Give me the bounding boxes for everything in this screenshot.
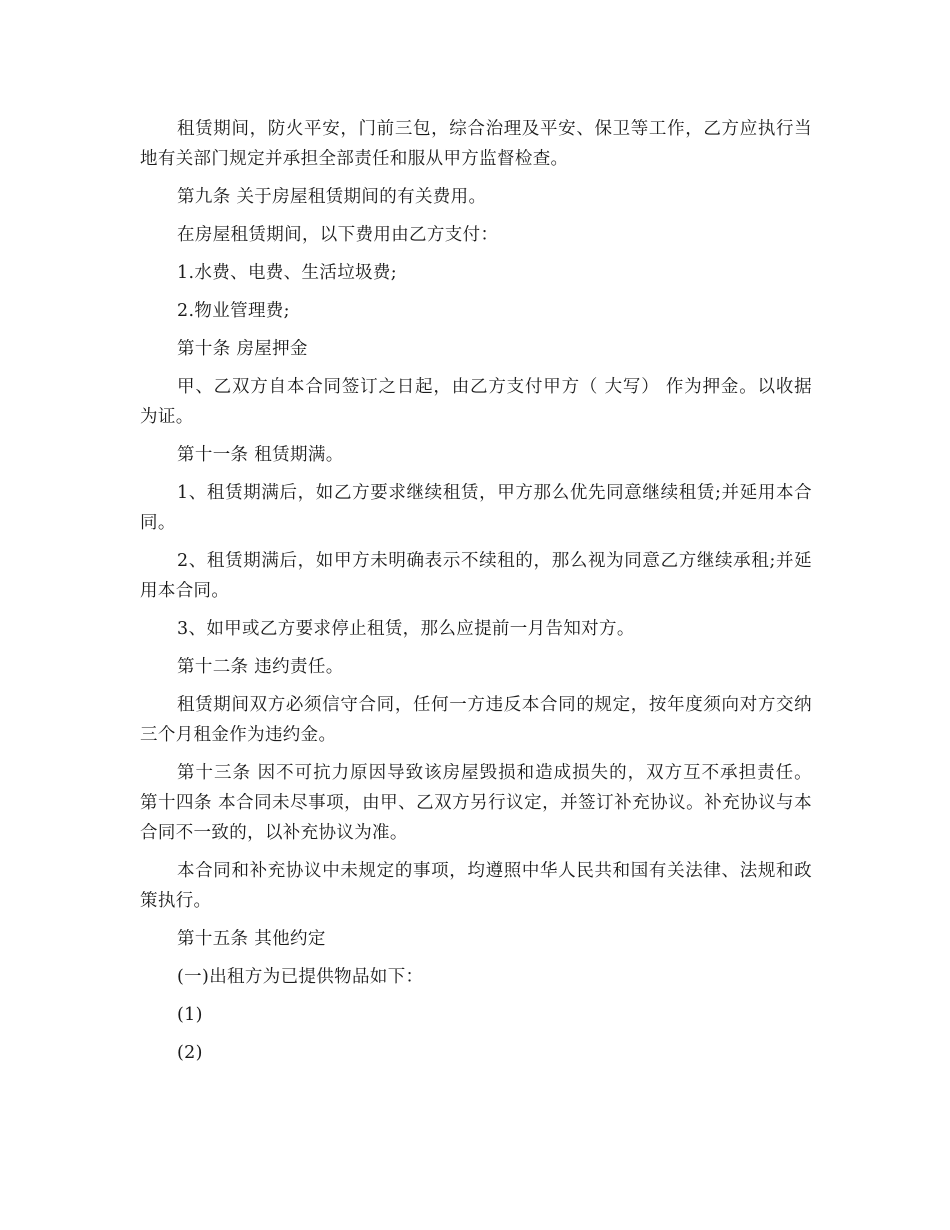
article-11-heading: 第十一条 租赁期满。: [177, 445, 344, 465]
article-15-heading: 第十五条 其他约定: [177, 929, 326, 949]
paragraph-provided-items: (一)出租方为已提供物品如下：: [177, 967, 424, 987]
list-item-2: (2): [177, 1043, 203, 1063]
paragraph-deposit: 甲、乙双方自本合同签订之日起，由乙方支付甲方（ 大写） 作为押金。以收据为证。: [140, 377, 812, 427]
list-item-utilities: 1.水费、电费、生活垃圾费;: [177, 263, 397, 283]
article-9-heading: 第九条 关于房屋租赁期间的有关费用。: [177, 187, 487, 207]
paragraph-applicable-law: 本合同和补充协议中未规定的事项，均遵照中华人民共和国有关法律、法规和政策执行。: [140, 861, 812, 911]
paragraph-safety-duties: 租赁期间，防火平安，门前三包，综合治理及平安、保卫等工作，乙方应执行当地有关部门规定并承担全部责任和服从甲方监督检查。: [140, 119, 812, 169]
list-item-property-fee: 2.物业管理费;: [177, 301, 290, 321]
document-body: [140, 114, 812, 1076]
list-item-1: (1): [177, 1005, 203, 1025]
paragraph-fees-intro: 在房屋租赁期间，以下费用由乙方支付：: [177, 225, 499, 245]
article-12-heading: 第十二条 违约责任。: [177, 657, 344, 677]
list-item-renewal-3: 3、如甲或乙方要求停止租赁，那么应提前一月告知对方。: [177, 619, 635, 639]
list-item-renewal-2: 2、租赁期满后，如甲方未明确表示不续租的，那么视为同意乙方继续承租;并延用本合同。: [140, 551, 812, 601]
article-10-heading: 第十条 房屋押金: [177, 339, 308, 359]
paragraph-breach: 租赁期间双方必须信守合同，任何一方违反本合同的规定，按年度须向对方交纳三个月租金作为违约金。: [140, 695, 812, 745]
paragraph-force-majeure: 第十三条 因不可抗力原因导致该房屋毁损和造成损失的，双方互不承担责任。 第十四条 本合同未尽事项，由甲、乙双方另行议定，并签订补充协议。补充协议与本合同不一致的，以补充协议为准。: [140, 763, 812, 843]
list-item-renewal-1: 1、租赁期满后，如乙方要求继续租赁，甲方那么优先同意继续租赁;并延用本合同。: [140, 483, 812, 533]
